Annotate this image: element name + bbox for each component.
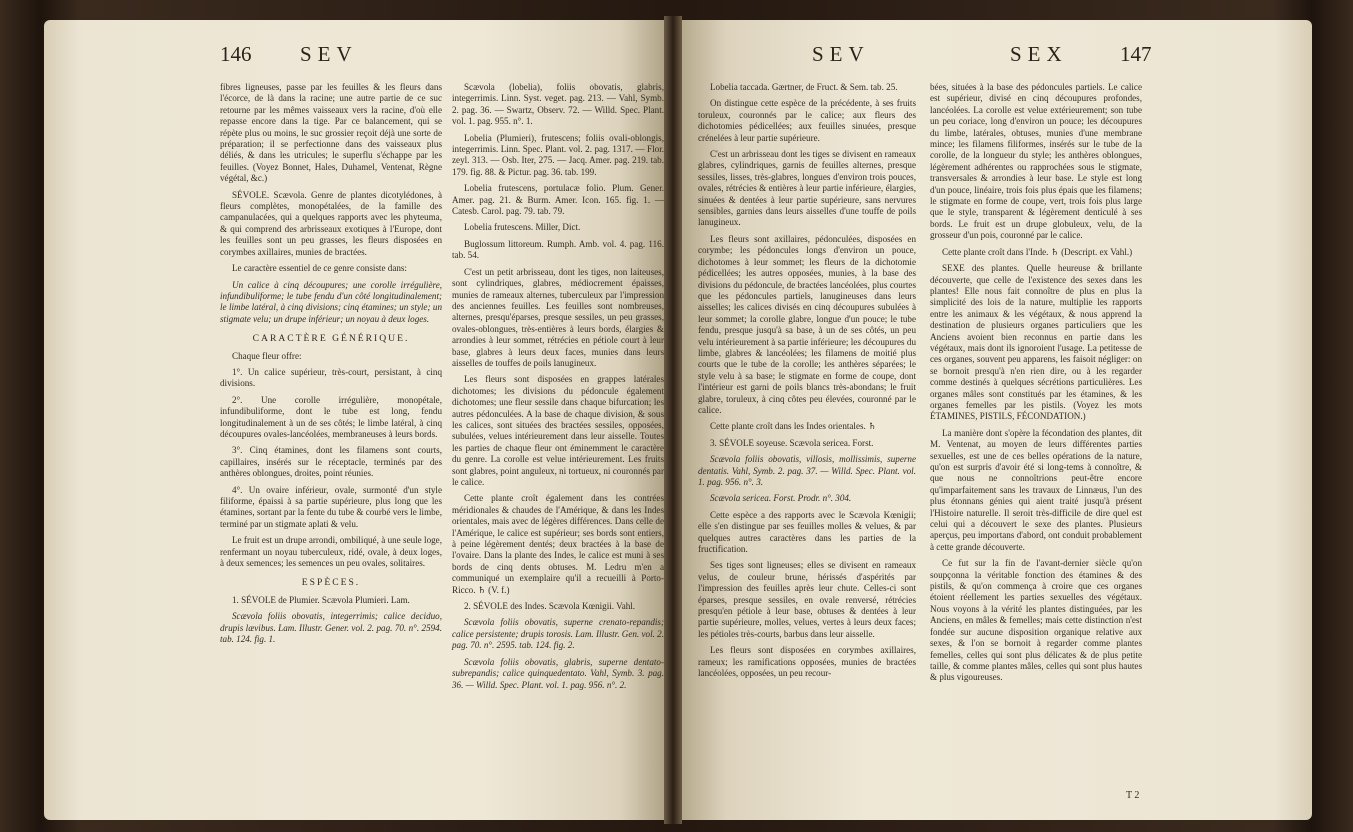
paragraph: 1°. Un calice supérieur, très-court, persistant, à cinq divisions. [220, 366, 442, 389]
paragraph: 2. SÉVOLE des Indes. Scævola Kœnigii. Vahl. [464, 601, 636, 612]
left-column-1 [220, 82, 442, 650]
paragraph: Cette plante croît dans l'Inde. ♄ (Descript. ex Vahl.) [942, 246, 1133, 257]
right-running-head-right: SEX [1010, 42, 1068, 66]
paragraph: Lobelia frutescens. Miller, Dict. [464, 222, 581, 233]
paragraph: Scævola foliis obovatis, integerrimis; calice deciduo, drupis lævibus. Lam. Illustr. Gener. vol. 2. pag. 70. n°. 2594. tab. 124. fig. 1. [220, 611, 442, 645]
paragraph: Les fleurs sont disposées en corymbes axillaires, rameux; les ramifications opposées, munies de bractées lancéolées, opposées, un peu recour- [698, 645, 916, 679]
paragraph: SÉVOLE. Scævola. Genre de plantes dicotylédones, à fleurs complètes, monopétalées, de la famille des campanulacées, qui a quelques rapports avec les phyteuma, & qui comprend des arbrisseaux exotiques à l'Europe, dont les feuilles sont un peu grasses, les fleurs disposées en corymbes axillaires, munies de bractées. [220, 189, 442, 257]
right-running-head-left: SEV [812, 42, 870, 66]
paragraph: Le fruit est un drupe arrondi, ombiliqué, à une seule loge, renfermant un noyau tuberculeux, ridé, ovale, à deux loges, à deux semences; les semences un peu ovales, solitaires. [220, 535, 442, 569]
paragraph: Lobelia (Plumieri), frutescens; foliis ovali-oblongis, integerrimis. Linn. Spec. Plant. vol. 2. pag. 1317. — Flor. zeyl. 313. — Osb. Iter, 275. — Jacq. Amer. pag. 219. tab. 179. fig. 88. & Pictur. pag. 36. tab. 199. [452, 132, 664, 177]
paragraph: Cette espèce a des rapports avec le Scævola Kœnigii; elle s'en distingue par ses feuilles molles & velues, & par quelques autres caractères dans les parties de la fructification. [698, 509, 916, 555]
paragraph: Cette plante croît dans les Indes orientales. ♄ [710, 421, 877, 432]
paragraph: Lobelia taccada. Gærtner, de Fruct. & Sem. tab. 25. [710, 82, 898, 92]
paragraph: 3°. Cinq étamines, dont les filamens sont courts, capillaires, insérés sur le réceptacle, terminés par des anthères oblongues, droites, point réunies. [220, 445, 442, 479]
paragraph: Lobelia frutescens, portulacæ folio. Plum. Gener. Amer. pag. 21. & Burm. Amer. Icon. 165. fig. 1. — Catesb. Carol. pag. 79. tab. 79. [452, 183, 664, 217]
paragraph: Scævola sericea. Forst. Prodr. n°. 304. [710, 493, 852, 504]
paragraph: Un calice à cinq découpures; une corolle irrégulière, infundibuliforme; le tube fendu d'un côté longitudinalement; le limbe latéral, à cinq divisions; cinq étamines; un style; un stigmate velu; un drupe inférieur; un noyau à deux loges. [220, 279, 442, 324]
left-running-head: SEV [300, 42, 358, 66]
paragraph: Scævola foliis obovatis, superne crenato-repandis; calice persistente; drupis torosis. Lam. Illustr. Gen. vol. 2. pag. 70. n°. 2595. tab. 124. fig. 2. [452, 617, 664, 651]
paragraph: Les fleurs sont axillaires, pédonculées, disposées en corymbe; les pédoncules longs d'environ un pouce, dichotomes à leur sommet; les fleurs de la dichotomie pédicellées; les autres opposées, munies, à la base des divisions du pédoncule, de bractées lancéolées, plus courtes que les pédoncules partiels, lanugineuses dans leurs aisselles; les calices divisés en cinq découpures subulées à leur sommet; la corolle glabre, longue d'un pouce; le tube fendu, presque jusqu'à sa base, à un de ses côtés, un peu velu intérieurement à sa partie inférieure; les découpures du limbe, glabres & lancéolées; les filamens de moitié plus courts que le tube de la corolle; les anthères séparées; le style velu à sa base; le stigmate en forme de coupe, dont l'intérieur est garni de poils blancs très-abondans; le fruit glabre, toruleux, à cinq côtes peu élevées, couronné par le calice. [698, 233, 916, 415]
paragraph: La manière dont s'opère la fécondation des plantes, dit M. Ventenat, au moyen de leurs différentes parties sexuelles, est une de ces belles opérations de la nature, qu'on est surpris d'avoir été si long-tems à connoître, & que nous ne connoîtrions peut-être encore qu'imparfaitement sans les travaux de Linnæus, l'un des plus étonnans génies qui aient traité jusqu'à présent l'Histoire naturelle. Il seroit très-difficile de dire quel est celui qui a découvert le sexe des plantes. Plusieurs aperçus, peu importans d'abord, ont conduit probablement à cette grande découverte. [930, 427, 1142, 552]
section-heading: ESPÈCES. [301, 577, 361, 589]
right-column-2 [930, 82, 1142, 689]
paragraph: Scævola (lobelia), foliis obovatis, glabris, integerrimis. Linn. Syst. veget. pag. 213. — Vahl, Symb. 2. pag. 36. — Swartz, Observ. 72. — Willd. Spec. Plant. vol. 1. pag. 955. n°. 1. [452, 82, 664, 127]
signature-mark: T 2 [1126, 790, 1140, 801]
paragraph: Le caractère essentiel de ce genre consiste dans: [232, 263, 407, 274]
paragraph: 4°. Un ovaire inférieur, ovale, surmonté d'un style filiforme, épaissi à sa partie supérieure, plus long que les étamines, sortant par la fente du tube & courbé vers le limbe, terminé par un stigmate aplati & velu. [220, 484, 442, 529]
paragraph: Ce fut sur la fin de l'avant-dernier siècle qu'on soupçonna la véritable fonction des étamines & des pistils, & qu'on commença à croire que ces organes étoient réellement les parties sexuelles des végétaux. Nous voyons à la vérité les plantes distinguées, par les Anciens, en mâles & femelles; mais cette distinction n'est fondée sur aucune disposition organique relative aux sexes, & l'on se bornoit à regarder comme plantes femelles, celles qui sont plus délicates & de plus petite taille, & comme plantes mâles, celles qui sont plus hautes & plus vigoureuses. [930, 558, 1142, 683]
paragraph: bées, situées à la base des pédoncules partiels. Le calice est supérieur, divisé en cinq découpures profondes, lancéolées. La corolle est velue extérieurement; son tube un peu coriace, long d'environ un pouce; les découpures du limbe, latérales, obtuses, munies d'une membrane mince; les filamens filiformes, insérés sur le tube de la corolle, de la longueur du style; les anthères oblongues, légèrement adhérentes ou rapprochées sous le stigmate, transversales & arrondies à leur base. Le style est long d'un pouce, linéaire, trois fois plus épais que les filamens; le stigmate en forme de coupe, vert, trois fois plus large que le style, transparent & légèrement denticulé à ses bords. Le fruit est un drupe globuleux, velu, de la grosseur d'un pois, couronné par le calice. [930, 82, 1142, 241]
paragraph: C'est un arbrisseau dont les tiges se divisent en rameaux glabres, cylindriques, garnis de feuilles alternes, presque sessiles, lisses, très-glabres, longues d'environ trois pouces, ovales, rétrécies & entières à leur partie inférieure, élargies, sinuées & dentées à leur partie supérieure, sans nervures sensibles, garnies dans leurs aisselles d'une touffe de poils lanugineux. [698, 149, 916, 228]
paragraph: C'est un petit arbrisseau, dont les tiges, non laiteuses, sont cylindriques, glabres, médiocrement épaisses, munies de rameaux alternes, tuberculeux par l'impression des anciennes feuilles. Les feuilles sont nombreuses, alternes, presqu'éparses, presque sessiles, un peu grasses, ovales-oblongues, très-entières à leurs bords, élargies & arrondies à leur sommet, rétrécies en pétiole court à leur base, glabres à leurs deux faces, munies dans leurs aisselles de touffes de poils lanugineux. [452, 266, 664, 368]
paragraph: Les fleurs sont disposées en grappes latérales dichotomes; les divisions du pédoncule également dichotomes; une fleur sessile dans chaque bifurcation; les autres pédonculées. A la base de chaque division, & sous les calices, sont situées des bractées sessiles, opposées, subulées, velues intérieurement dans leur aisselle. Toutes les parties de chaque fleur ont éminemment le caractère du genre. La corolle est velue intérieurement. Les fruits sont glabres, point anguleux, ni tortueux, ni couronnés par le calice. [452, 374, 664, 487]
paragraph: Scævola foliis obovatis, villosis, mollissimis, superne dentatis. Vahl, Symb. 2. pag. 37. — Willd. Spec. Plant. vol. 1. pag. 956. n°. 3. [698, 454, 916, 487]
paragraph: 2°. Une corolle irrégulière, monopétale, infundibuliforme, dont le tube est long, fendu longitudinalement à un de ses côtés; le limbe latéral, à cinq découpures ovales-lancéolées, membraneuses à leurs bords. [220, 394, 442, 439]
paragraph: 3. SÉVOLE soyeuse. Scævola sericea. Forst. [710, 437, 874, 448]
paragraph: Ses tiges sont ligneuses; elles se divisent en rameaux velus, de couleur brune, hérissés d'aspérités par l'impression des feuilles après leur chute. Celles-ci sont éparses, presque sessiles, en ovale renversé, rétrécies presqu'en pétiole à leur base, obtuses & dentées à leur partie supérieure, molles, velues, vertes à leurs deux faces; les pétioles très-courts, barbus dans leur aisselle. [698, 560, 916, 639]
right-column-1 [698, 82, 916, 685]
left-column-2 [452, 82, 664, 696]
right-page-number: 147 [1120, 42, 1152, 66]
left-page-number: 146 [220, 42, 252, 66]
book-gutter [664, 16, 682, 824]
paragraph: SEXE des plantes. Quelle heureuse & brillante découverte, que celle de l'existence des sexes dans les plantes! Elle nous fait connoître de plus en plus la simplicité des lois de la nature, multiplie les rapports entre les animaux & les végétaux, & nous apprend la destination de plusieurs organes particuliers que les Anciens avoient bien reconnus en partie dans les végétaux, mais dont ils ignoroient l'usage. La petitesse de ces organes, souvent peu apparens, les faisoit négliger: on se bornoit presqu'à n'en rien dire, ou à les regarder comme destinés à quelques sécrétions particulières. Les organes mâles sont constitués par les étamines, & les organes femelles par les pistils. (Voyez les mots ÉTAMINES, PISTILS, FÉCONDATION.) [930, 263, 1142, 422]
paragraph: Cette plante croît également dans les contrées méridionales & chaudes de l'Amérique, & dans les Indes orientales, mais avec de légères différences. Dans celle de l'Amérique, le calice est supérieur; ses bords sont entiers, à peine légèrement dentés; deux bractées à la base de l'ovaire. Dans la plante des Indes, le calice est muni à ses bords de cinq dents obtuses. M. Ledru m'en a communiqué un exemplaire qu'il a recueilli à Porto-Ricco. ♄ (V. f.) [452, 493, 664, 595]
paragraph: On distingue cette espèce de la précédente, à ses fruits toruleux, couronnés par le calice; aux fleurs des dichotomies pédicellées; aux feuilles sinuées, presque crénelées à leur partie supérieure. [698, 98, 916, 143]
paragraph: 1. SÉVOLE de Plumier. Scævola Plumieri. Lam. [232, 594, 410, 605]
paragraph: Buglossum littoreum. Rumph. Amb. vol. 4. pag. 116. tab. 54. [452, 238, 664, 261]
paragraph: Chaque fleur offre: [232, 350, 302, 361]
section-heading: CARACTÈRE GÉNÉRIQUE. [252, 333, 410, 345]
paragraph: fibres ligneuses, passe par les feuilles & les fleurs dans l'écorce, de là dans la racine; une autre partie de ce suc retourne par les mêmes vaisseaux vers la racine, d'où elle repasse encore dans la tige. Par ce balancement, qui se répète plus ou moins, le suc grossier reçoit déjà une sorte de préparation; il se perfectionne dans des vaisseaux plus déliés, & dans les utricules; le superflu s'échappe par les feuilles. (Voyez Bonnet, Hales, Duhamel, Ventenat, Règne végétal, &c.) [220, 82, 442, 184]
paragraph: Scævola foliis obovatis, glabris, superne dentato-subrepandis; calice quinquedentato. Vahl, Symb. 3. pag. 36. — Willd. Spec. Plant. vol. 1. pag. 956. n°. 2. [452, 656, 664, 690]
